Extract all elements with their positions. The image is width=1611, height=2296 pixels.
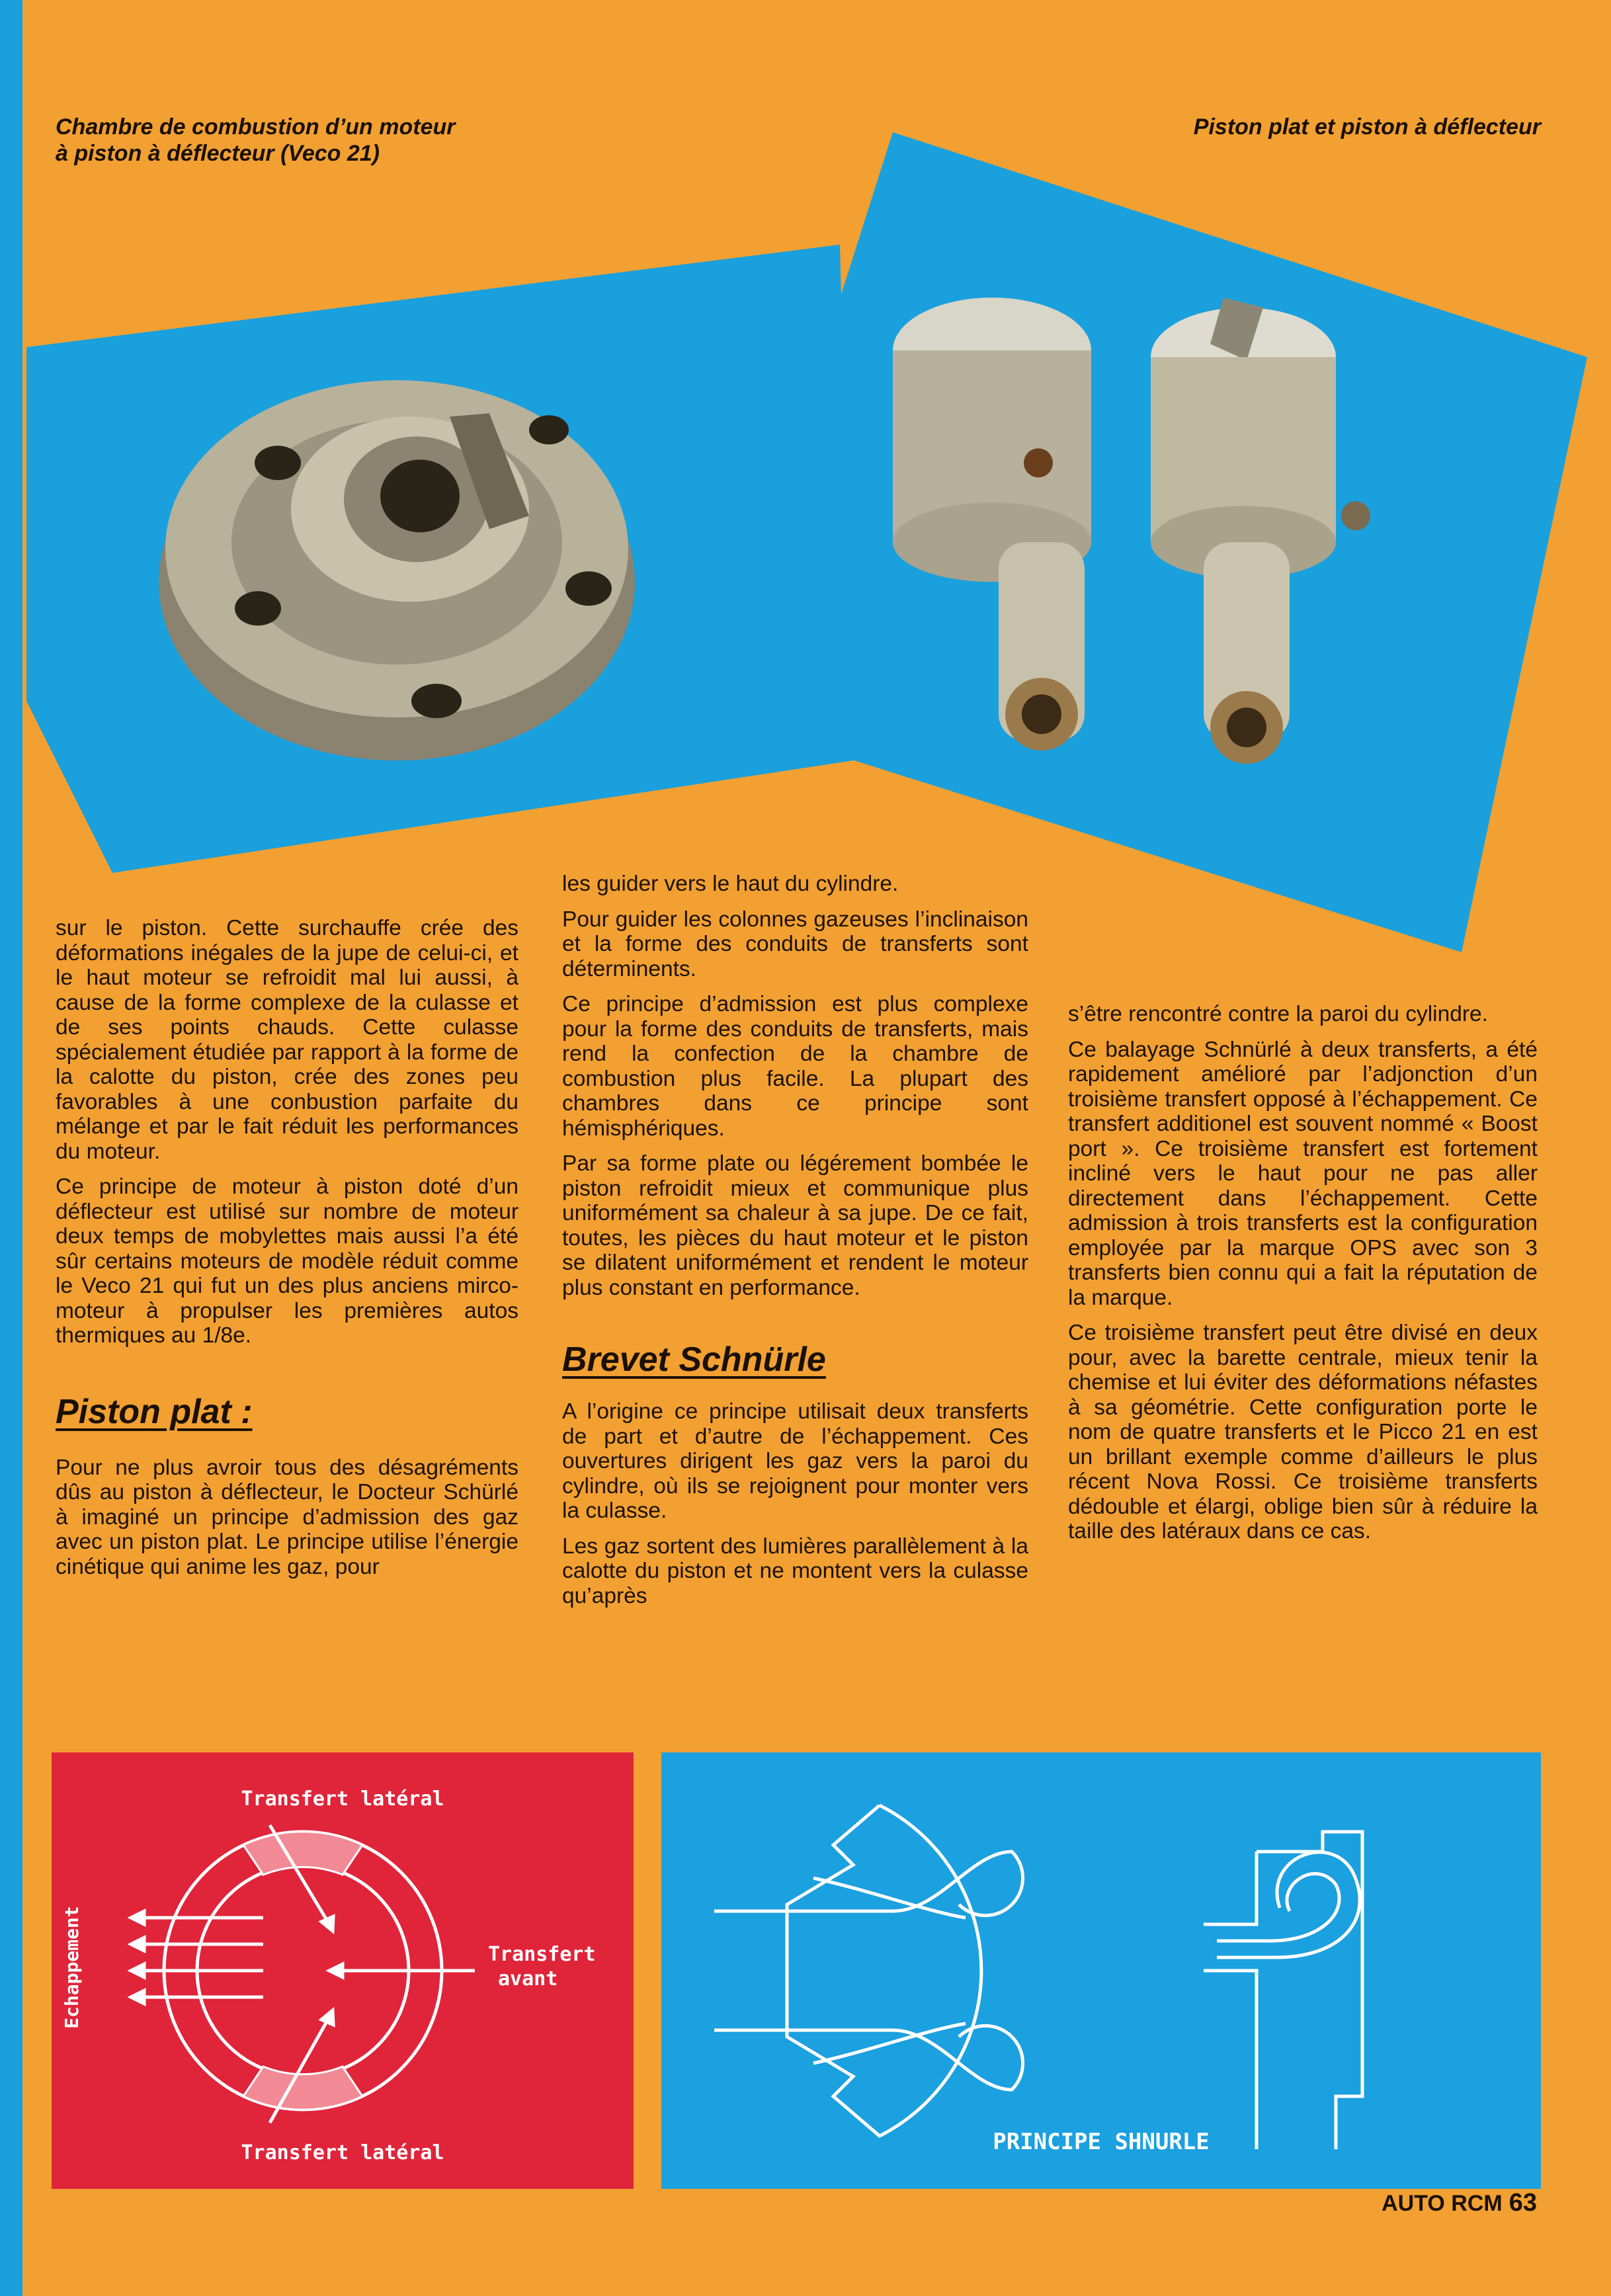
- col2-paragraph-3: Ce principe d’admission est plus complexe pour la forme des conduits de transferts, mais rend la confection de la chambre de combustion plus facile. La plupart des chambres dans ce principe sont hémisphériques.: [562, 992, 1028, 1141]
- label-principe-shnurle: PRINCIPE SHNURLE: [993, 2129, 1210, 2155]
- text-column-3: [1068, 1002, 1538, 1555]
- magazine-name: AUTO RCM: [1382, 2191, 1503, 2216]
- heading-piston-plat: Piston plat :: [56, 1392, 253, 1431]
- text-column-2: [562, 872, 1028, 1619]
- col1-paragraph-3: Pour ne plus avroir tous des désagréments dûs au piston à déflecteur, le Docteur Schürlé à imaginé un principe d’admission des gaz avec un piston plat. Le principe utilise l’énergie cinétique qui anime les gaz, pour: [56, 1455, 518, 1579]
- label-echappement: Echappement: [61, 1906, 83, 2029]
- label-transfert-avant-2: avant: [498, 1967, 558, 1990]
- col1-paragraph-2: Ce principe de moteur à piston doté d’un déflecteur est utilisé sur nombre de moteur deux temps de mobylettes mais aussi l’a été sûr certains moteurs de modèle réduit comme le Veco 21 qui fut un des plus anciens mirco-moteur à propulser les premières autos thermiques au 1/8e.: [56, 1174, 518, 1348]
- page-footer: [1382, 2189, 1537, 2217]
- col2-paragraph-6: Les gaz sortent des lumières parallèlement à la calotte du piston et ne montent vers la culasse qu’après: [562, 1534, 1028, 1608]
- left-caption-line-1: Chambre de combustion d’un moteur: [56, 114, 456, 140]
- left-blue-strip: [0, 0, 22, 2296]
- left-caption-line-2: à piston à déflecteur (Veco 21): [56, 141, 380, 166]
- right-photo-caption: Piston plat et piston à déflecteur: [1193, 114, 1541, 140]
- col1-paragraph-1: sur le piston. Cette surchauffe crée des déformations inégales de la jupe de celui-ci, et le haut moteur se refroidit mal lui aussi, à cause de la forme complexe de la culasse et de ses points chauds. Cette culasse spécialement étudiée par rapport à la forme de la calotte du piston, crée des zones peu favorables à une conbustion parfaite du mélange et par le fait réduit les performances du moteur.: [56, 916, 518, 1164]
- red-transfer-diagram: [52, 1752, 634, 2189]
- heading-brevet-schnurle: Brevet Schnürle: [562, 1340, 826, 1379]
- label-transfert-lateral-top: Transfert latéral: [241, 1787, 444, 1811]
- col3-paragraph-3: Ce troisième transfert peut être divisé en deux pour, avec la barette centrale, mieux tenir la chemise et lui éviter des déformations néfastes à sa géométrie. Cette configuration porte le nom de quatre transferts et le Picco 21 en est un brillant exemple comme d’ailleurs le plus récent Nova Rossi. Ce troisième transferts dédouble et élargi, oblige bien sûr à réduire la taille des latéraux dans ce cas.: [1068, 1321, 1538, 1543]
- label-transfert-lateral-bottom: Transfert latéral: [241, 2141, 444, 2164]
- pistons-photo: [708, 132, 1607, 952]
- blue-schnurle-diagram: [661, 1752, 1541, 2189]
- col2-paragraph-1: les guider vers le haut du cylindre.: [562, 872, 899, 896]
- text-column-1: [56, 916, 518, 1590]
- page-number: 63: [1508, 2189, 1537, 2217]
- col3-paragraph-1: s’être rencontré contre la paroi du cylindre.: [1068, 1002, 1488, 1026]
- col2-paragraph-2: Pour guider les colonnes gazeuses l’inclinaison et la forme des conduits de transferts sont déterminents.: [562, 907, 1028, 981]
- left-photo-caption: [56, 114, 558, 167]
- label-transfert-avant-1: Transfert: [488, 1943, 596, 1966]
- col2-paragraph-5: A l’origine ce principe utilisait deux transferts de part et d’autre de l’échappement. Ces ouvertures dirigent les gaz vers la paroi du cylindre, où ils se rejoignent pour monter vers la culasse.: [562, 1399, 1028, 1523]
- col2-paragraph-4: Par sa forme plate ou légérement bombée le piston refroidit mieux et communique plus uniformément sa chaleur à sa jupe. De ce fait, toutes, les pièces du haut moteur et le piston se dilatent uniformément et rendent le moteur plus constant en performance.: [562, 1151, 1028, 1300]
- col3-paragraph-2: Ce balayage Schnürlé à deux transferts, a été rapidement amélioré par l’adjonction d’un troisième transfert opposé à l’échappement. Ce transfert additionel est souvent nommé « Boost port ». Ce troisième transfert est fortement incliné vers le haut pour ne pas aller directement dans l’échappement. Cette admission à trois transferts est la configuration employée par la marque OPS avec son 3 transferts bien connu qui a fait la réputation de la marque.: [1068, 1037, 1538, 1310]
